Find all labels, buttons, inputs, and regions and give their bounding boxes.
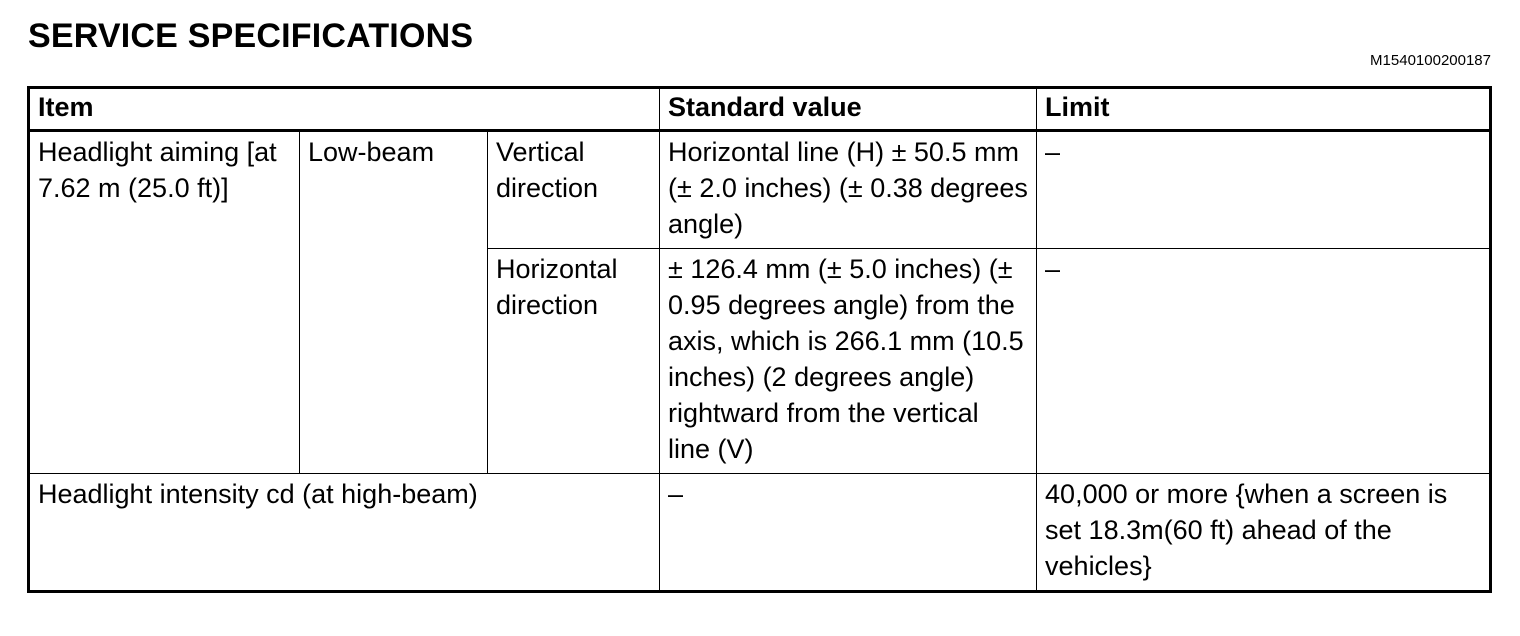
header-item: Item <box>29 88 660 131</box>
cell-limit-horizontal: – <box>1037 249 1491 474</box>
cell-beam-low: Low-beam <box>300 131 488 474</box>
service-spec-table <box>27 86 1492 593</box>
cell-direction-horizontal: Horizontal direction <box>488 249 660 474</box>
cell-item-headlight-intensity: Headlight intensity cd (at high-beam) <box>29 474 660 592</box>
page-title: SERVICE SPECIFICATIONS <box>28 17 474 55</box>
document-code: M1540100200187 <box>1370 52 1491 69</box>
cell-limit-vertical: – <box>1037 131 1491 249</box>
cell-standard-horizontal: ± 126.4 mm (± 5.0 inches) (± 0.95 degrees angle) from the axis, which is 266.1 mm (10.5 inches) (2 degrees angle) rightward from the vertical line (V) <box>660 249 1037 474</box>
cell-standard-vertical: Horizontal line (H) ± 50.5 mm (± 2.0 inches) (± 0.38 degrees angle) <box>660 131 1037 249</box>
table-row <box>29 474 1491 592</box>
cell-limit-intensity: 40,000 or more {when a screen is set 18.3m(60 ft) ahead of the vehicles} <box>1037 474 1491 592</box>
header-limit: Limit <box>1037 88 1491 131</box>
cell-standard-intensity: – <box>660 474 1037 592</box>
table-row <box>29 131 1491 249</box>
cell-item-headlight-aiming: Headlight aiming [at 7.62 m (25.0 ft)] <box>29 131 300 474</box>
table-header-row <box>29 88 1491 131</box>
header-standard-value: Standard value <box>660 88 1037 131</box>
cell-direction-vertical: Vertical direction <box>488 131 660 249</box>
